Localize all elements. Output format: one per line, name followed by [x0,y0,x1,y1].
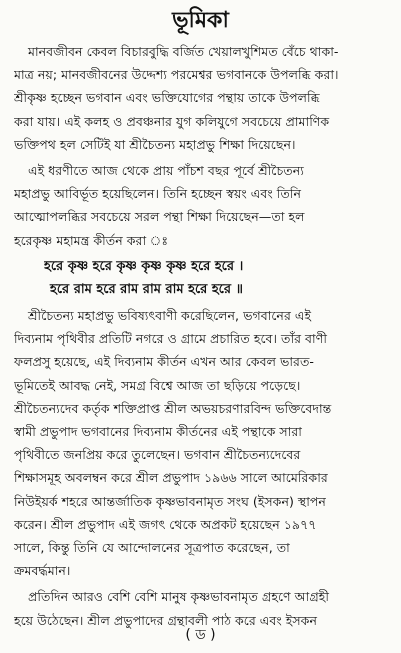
text-line: হরেকৃষ্ণ মহামন্ত্র কীর্তন করা ঃ [14,232,169,248]
paragraph-1 [14,40,396,156]
paragraph-3 [14,304,396,582]
text-line: আত্মোপলব্ধির সবচেয়ে সরল পন্থা শিক্ষা দিয়েছেন—তা হল [14,209,305,225]
text-line: দিব্যনাম পৃথিবীর প্রতিটি নগরে ও গ্রামে প্রচারিত হবে। তাঁর বাণী [14,331,327,347]
text-line: সালে, কিন্তু তিনি যে আন্দোলনের সূত্রপাত করেছেন, তা [14,539,290,555]
mantra-line: হরে রাম হরে রাম রাম রাম হরে হরে ॥ [50,281,243,297]
text-line: করেন। শ্রীল প্রভুপাদ এই জগৎ থেকে অপ্রকট হয়েছেন ১৯৭৭ [14,516,317,532]
text-line: হয়ে উঠেছেন। শ্রীল প্রভুপাদের গ্রন্থাবলী পাঠ করে এবং ইসকন [14,612,317,628]
text-line: স্বামী প্রভুপাদ ভগবানের দিব্যনাম কীর্তনের এই পন্থাকে সারা [14,424,302,439]
text-line: শিক্ষাসমূহ অবলম্বন করে শ্রীল প্রভুপাদ ১৯৬৬ সালে আমেরিকার [14,470,328,486]
text-line: ক্রমবর্দ্ধমান। [14,563,71,579]
text-line: শ্রীচৈতন্যদেব কর্তৃক শক্তিপ্রাপ্ত শ্রীল অভয়চরণারবিন্দ ভক্তিবেদান্ত [14,400,332,416]
body-text [14,40,396,635]
text-line: মানবজীবন কেবল বিচারবুদ্ধি বর্জিত খেয়ালখুশিমত বেঁচে থাকা- [28,44,339,59]
page-title: ভূমিকা [172,8,229,33]
page-number: ( ড ) [185,627,216,643]
text-line: নিউইয়র্ক শহরে আন্তর্জাতিক কৃষ্ণভাবনামৃত সংঘ (ইসকন) স্থাপন [14,493,326,509]
text-line: পৃথিবীতে জনপ্রিয় করে তুলেছেন। ভগবান শ্রীচৈতন্যদেবের [14,447,301,463]
text-line: এই ধরণীতে আজ থেকে প্রায় পাঁচশ বছর পূর্বে শ্রীচৈতন্য [28,162,304,178]
text-line: শ্রীকৃষ্ণ হচ্ছেন ভগবান এবং ভক্তিযোগের পন্থায় তাকে উপলব্ধি [14,90,320,106]
text-line: মহাপ্রভু আবির্ভূত হয়েছিলেন। তিনি হচ্ছেন স্বয়ং এবং তিনি [14,186,301,202]
mantra-line: হরে কৃষ্ণ হরে কৃষ্ণ কৃষ্ণ কৃষ্ণ হরে হরে । [44,258,244,274]
text-line: শ্রীচৈতন্য মহাপ্রভু ভবিষ্যৎবাণী করেছিলেন, ভগবানের এই [28,308,312,324]
mahamantra [14,255,396,301]
text-line: করা যায়। এই কলহ ও প্রবঞ্চনার যুগ কলিযুগে সবচেয়ে প্রামাণিক [14,113,330,129]
text-line: ভক্তিপথ হল সেটিই যা শ্রীচৈতন্য মহাপ্রভু শিক্ষা দিয়েছেন। [14,136,296,152]
text-line: ফলপ্রসু হয়েছে, এই দিব্যনাম কীর্তন এখন আর কেবল ভারত- [14,354,314,370]
text-line: প্রতিদিন আরও বেশি বেশি মানুষ কৃষ্ণভাবনামৃত গ্রহণে আগ্রহী [28,589,330,605]
paragraph-2 [14,159,396,252]
text-line: মাত্র নয়; মানবজীবনের উদ্দেশ্য পরমেশ্বর ভগবানকে উপলব্ধি করা। [14,67,339,83]
text-line: ভূমিতেই আবদ্ধ নেই, সমগ্র বিশ্বে আজ তা ছড়িয়ে পড়েছে। [14,377,301,393]
